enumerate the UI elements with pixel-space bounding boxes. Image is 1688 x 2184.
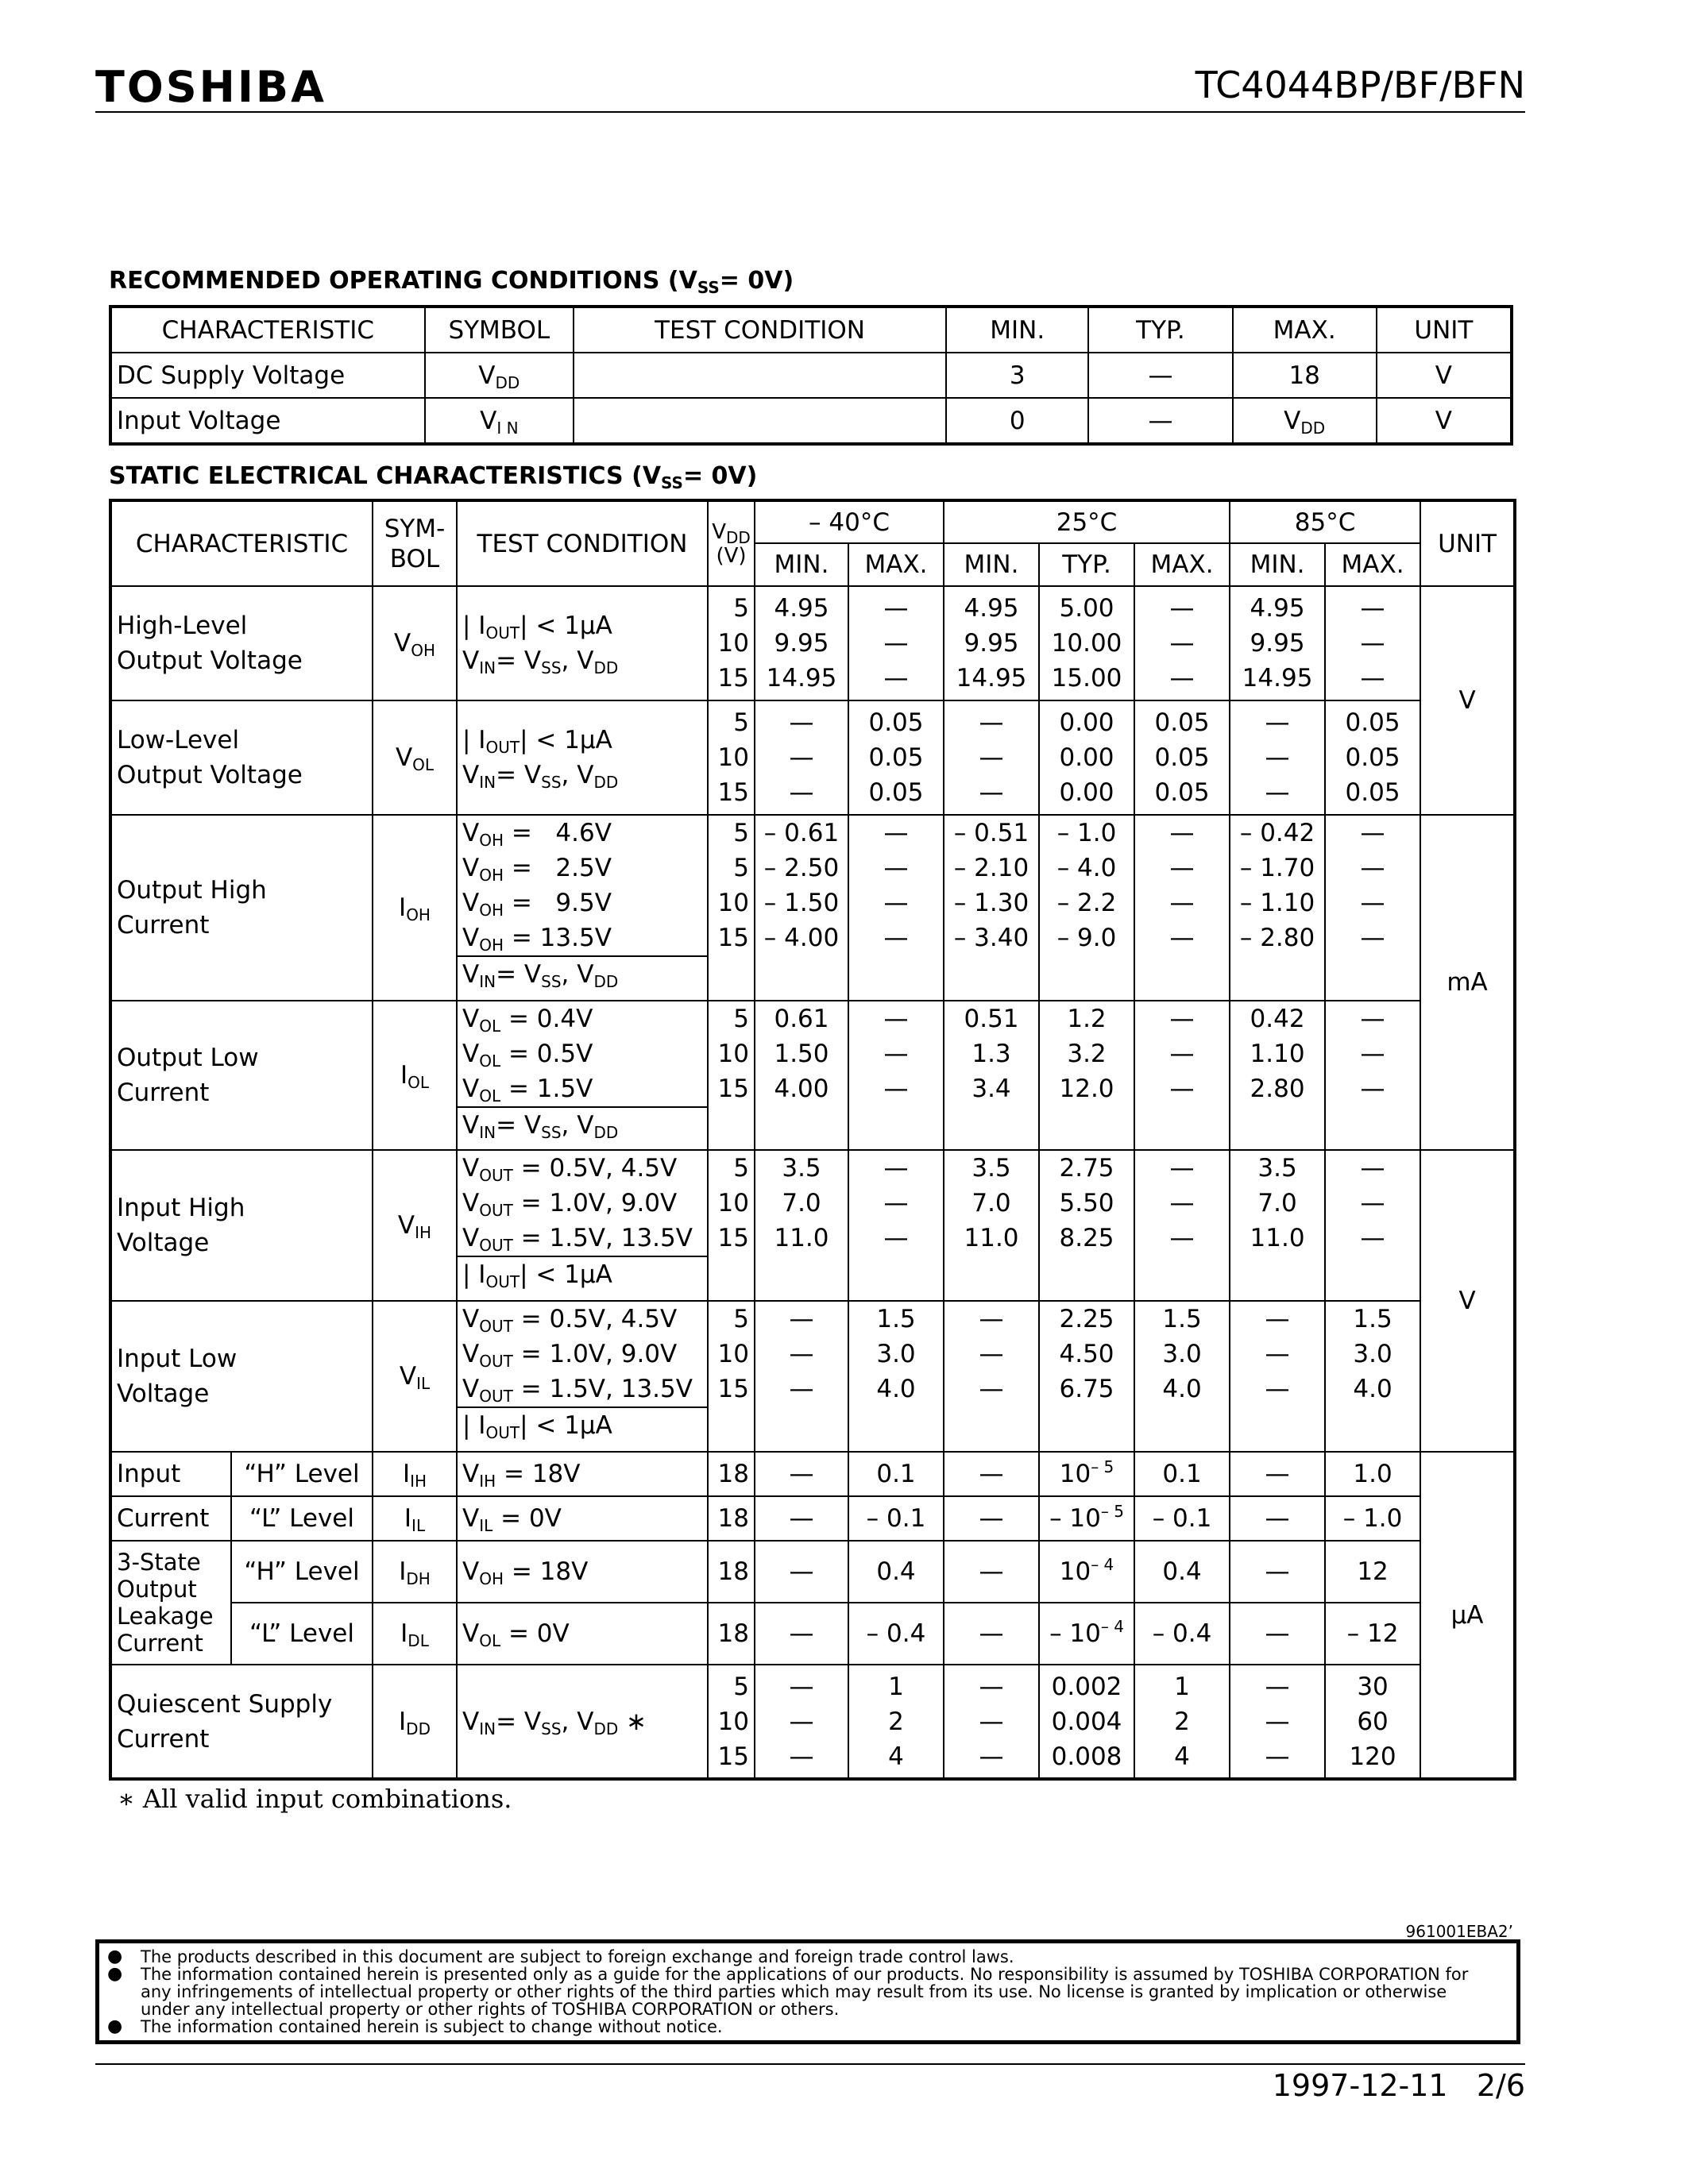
column-header: MIN. [755, 543, 848, 586]
value-cell: $10^{- 5}$ [1039, 1452, 1134, 1496]
typ-cell: — [1088, 353, 1232, 398]
value-cell: — [1230, 1603, 1325, 1665]
symbol-cell: $I_{IL}$ [373, 1496, 457, 1541]
symbol-cell: $I_{DL}$ [373, 1603, 457, 1665]
value-cell: — — — — [1325, 815, 1420, 1001]
value-cell: — — — [755, 700, 848, 815]
value-cell: — — — [1230, 1301, 1325, 1452]
level-cell: “L” Level [231, 1603, 373, 1665]
value-cell: – $10^{- 4}$ [1039, 1603, 1134, 1665]
column-header: SYMBOL [425, 307, 574, 353]
vdd-cell: 18 [708, 1452, 755, 1496]
document-id: 961001EBA2’ [1405, 1922, 1513, 1941]
vdd-cell: 5 10 15 [708, 1150, 755, 1301]
value-cell: – 1.0 [1325, 1496, 1420, 1541]
symbol-cell: $V_{IL}$ [373, 1301, 457, 1452]
bullet-icon: ● [107, 1947, 123, 1966]
value-cell: 0.05 0.05 0.05 [848, 700, 944, 815]
table-row [110, 700, 1515, 815]
test-condition-cell: $V_{IL} = 0V$ [457, 1496, 708, 1541]
value-cell: 12 [1325, 1541, 1420, 1603]
value-cell: — — — [944, 1301, 1039, 1452]
symbol-cell: $V_{OH}$ [373, 586, 457, 700]
value-cell: 0.05 0.05 0.05 [1325, 700, 1420, 815]
value-cell: — — — [848, 1150, 944, 1301]
characteristic-cell: Input Low Voltage [110, 1301, 373, 1452]
company-logo: TOSHIBA [95, 62, 326, 112]
column-header: MIN. [944, 543, 1039, 586]
value-cell: — [1230, 1496, 1325, 1541]
symbol-cell: $I_{DD}$ [373, 1665, 457, 1779]
value-cell: — — — — [1134, 815, 1230, 1001]
value-cell: — [755, 1496, 848, 1541]
value-cell: — [755, 1452, 848, 1496]
symbol-cell: $I_{IH}$ [373, 1452, 457, 1496]
value-cell: — — — [848, 1001, 944, 1150]
table-header-row [110, 500, 1515, 543]
recommended-operating-conditions-table [109, 305, 1513, 446]
value-cell: 1.2 3.2 12.0 [1039, 1001, 1134, 1150]
table-row [110, 1452, 1515, 1496]
value-cell: — [944, 1603, 1039, 1665]
vdd-cell: 18 [708, 1496, 755, 1541]
footnote: ∗ All valid input combinations. [118, 1784, 512, 1814]
unit-cell: V [1420, 586, 1515, 815]
column-header: TYP. [1088, 307, 1232, 353]
table-row [110, 815, 1515, 1001]
symbol-cell: $I_{OL}$ [373, 1001, 457, 1150]
value-cell: — — — [1134, 1150, 1230, 1301]
value-cell: — — — [1230, 1665, 1325, 1779]
table-row [110, 1665, 1515, 1779]
value-cell: — — — [1134, 1001, 1230, 1150]
value-cell: – 12 [1325, 1603, 1420, 1665]
value-cell: 4.95 9.95 14.95 [944, 586, 1039, 700]
vdd-cell: 18 [708, 1603, 755, 1665]
sec-title: STATIC ELECTRICAL CHARACTERISTICS $(V_{SS}= 0V)$ [109, 462, 758, 492]
value-cell: – 0.1 [1134, 1496, 1230, 1541]
value-cell: — — — [1325, 586, 1420, 700]
test-condition-cell: $V_{IN}= V_{SS}$, $V_{DD}$ ∗ [457, 1665, 708, 1779]
value-cell: 0.4 [1134, 1541, 1230, 1603]
table-row [110, 1150, 1515, 1301]
value-cell: — [1230, 1541, 1325, 1603]
value-cell: 5.00 10.00 15.00 [1039, 586, 1134, 700]
value-cell: — — — [755, 1665, 848, 1779]
table-row [110, 1603, 1515, 1665]
table-row [110, 1496, 1515, 1541]
column-header: UNIT [1420, 500, 1515, 586]
value-cell: — [944, 1496, 1039, 1541]
value-cell: 1.5 3.0 4.0 [848, 1301, 944, 1452]
test-condition-cell: $V_{IH} = 18V$ [457, 1452, 708, 1496]
characteristic-cell: 3-State Output Leakage Current [110, 1541, 231, 1665]
test-condition-cell: | $I_{OUT}| < 1\mu A$ $V_{IN}= V_{SS}$, $V_{DD}$ [457, 700, 708, 815]
test-condition-cell: | $I_{OUT}| < 1\mu A$ $V_{IN}= V_{SS}$, $V_{DD}$ [457, 586, 708, 700]
value-cell: 1.5 3.0 4.0 [1325, 1301, 1420, 1452]
static-electrical-characteristics-table [109, 499, 1516, 1781]
characteristic-cell: Current [110, 1496, 231, 1541]
column-header: $V_{DD}$ (V) [708, 500, 755, 586]
value-cell: – 0.4 [848, 1603, 944, 1665]
value-cell: — — — [848, 586, 944, 700]
characteristic-cell: High-Level Output Voltage [110, 586, 373, 700]
value-cell: 4.95 9.95 14.95 [755, 586, 848, 700]
vdd-cell: 5 10 15 [708, 1301, 755, 1452]
table-row [110, 398, 1512, 444]
value-cell: 1.0 [1325, 1452, 1420, 1496]
notice-item: ● The information contained herein is subject to change without notice. [107, 2016, 723, 2036]
value-cell: – 0.42 – 1.70 – 1.10 – 2.80 [1230, 815, 1325, 1001]
column-header: CHARACTERISTIC [110, 307, 425, 353]
value-cell: 0.51 1.3 3.4 [944, 1001, 1039, 1150]
value-cell: – 0.4 [1134, 1603, 1230, 1665]
unit-cell: V [1377, 398, 1512, 444]
value-cell: – 0.51 – 2.10 – 1.30 – 3.40 [944, 815, 1039, 1001]
value-cell: $10^{- 4}$ [1039, 1541, 1134, 1603]
legal-notice-box [95, 1939, 1520, 2044]
footer-rule [95, 2063, 1525, 2065]
column-header: SYM- BOL [373, 500, 457, 586]
symbol-cell: $V_{IH}$ [373, 1150, 457, 1301]
value-cell: — — — [1134, 586, 1230, 700]
test-condition-cell: $V_{OUT} = 0.5V$, 4.5V $V_{OUT} = 1.0V$, 9.0V $V_{OUT} = 1.5V$, 13.5V | $I_{OUT}| < 1\mu A$ [457, 1301, 708, 1452]
typ-cell: — [1088, 398, 1232, 444]
value-cell: – $10^{- 5}$ [1039, 1496, 1134, 1541]
test-condition-cell: $V_{OUT} = 0.5V$, 4.5V $V_{OUT} = 1.0V$, 9.0V $V_{OUT} = 1.5V$, 13.5V | $I_{OUT}| < 1\mu A$ [457, 1150, 708, 1301]
symbol-cell: $I_{DH}$ [373, 1541, 457, 1603]
characteristic-cell: Low-Level Output Voltage [110, 700, 373, 815]
symbol-cell: $V_{I N}$ [425, 398, 574, 444]
column-header: TEST CONDITION [457, 500, 708, 586]
column-header: MAX. [1325, 543, 1420, 586]
value-cell: — [755, 1603, 848, 1665]
symbol-cell: $I_{OH}$ [373, 815, 457, 1001]
value-cell: 2.75 5.50 8.25 [1039, 1150, 1134, 1301]
table-row [110, 586, 1515, 700]
value-cell: — — — [1230, 700, 1325, 815]
min-cell: 0 [946, 398, 1088, 444]
column-header: MIN. [1230, 543, 1325, 586]
test-condition-cell: $V_{OH} = 18V$ [457, 1541, 708, 1603]
value-cell: – 0.1 [848, 1496, 944, 1541]
value-cell: 0.05 0.05 0.05 [1134, 700, 1230, 815]
notice-item: ● The information contained herein is presented only as a guide for the applications of our products. No responsibility is assumed by TOSHIBA CORPORATION for any infringements of intellectual property or other rights of the third parties which may result from its use. No license is granted by implication or otherwise under any intellectual property or other rights of TOSHIBA CORPORATION or others. [107, 1964, 1469, 2019]
column-header: TEST CONDITION [574, 307, 946, 353]
table-row [110, 1001, 1515, 1150]
column-header: MIN. [946, 307, 1088, 353]
unit-cell: μA [1420, 1452, 1515, 1779]
characteristic-cell: Output Low Current [110, 1001, 373, 1150]
value-cell: 1.5 3.0 4.0 [1134, 1301, 1230, 1452]
value-cell: – 1.0 – 4.0 – 2.2 – 9.0 [1039, 815, 1134, 1001]
characteristic-cell: Input Voltage [110, 398, 425, 444]
value-cell: 3.5 7.0 11.0 [1230, 1150, 1325, 1301]
value-cell: 0.1 [1134, 1452, 1230, 1496]
column-header: MAX. [1233, 307, 1377, 353]
footer-date-page: 1997-12-11 2/6 [1272, 2068, 1525, 2103]
level-cell: “L” Level [231, 1496, 373, 1541]
value-cell: — — — [755, 1301, 848, 1452]
characteristic-cell: DC Supply Voltage [110, 353, 425, 398]
value-cell: 2.25 4.50 6.75 [1039, 1301, 1134, 1452]
max-cell: 18 [1233, 353, 1377, 398]
value-cell: 3.5 7.0 11.0 [755, 1150, 848, 1301]
value-cell: 1 2 4 [848, 1665, 944, 1779]
table-header-row [110, 307, 1512, 353]
vdd-cell: 18 [708, 1541, 755, 1603]
unit-cell: V [1420, 1150, 1515, 1452]
value-cell: 3.5 7.0 11.0 [944, 1150, 1039, 1301]
symbol-cell: $V_{OL}$ [373, 700, 457, 815]
column-header: 25°C [944, 500, 1230, 543]
vdd-cell: 5 10 15 [708, 700, 755, 815]
value-cell: 30 60 120 [1325, 1665, 1420, 1779]
test-condition-cell [574, 353, 946, 398]
column-header: UNIT [1377, 307, 1512, 353]
column-header: 85°C [1230, 500, 1420, 543]
value-cell: — — — — [848, 815, 944, 1001]
value-cell: — — — [1325, 1001, 1420, 1150]
column-header: TYP. [1039, 543, 1134, 586]
value-cell: — — — [1325, 1150, 1420, 1301]
test-condition-cell: $V_{OL} = 0.4V$ $V_{OL} = 0.5V$ $V_{OL} = 1.5V$ $V_{IN}= V_{SS}$, $V_{DD}$ [457, 1001, 708, 1150]
test-condition-cell: $V_{OH} = 4.6V$ $V_{OH} = 2.5V$ $V_{OH} = 9.5V$ $V_{OH} = 13.5V$ $V_{IN}= V_{SS}$, $V_{DD}$ [457, 815, 708, 1001]
page-header [95, 60, 1525, 113]
characteristic-cell: Input [110, 1452, 231, 1496]
characteristic-cell: Quiescent Supply Current [110, 1665, 373, 1779]
level-cell: “H” Level [231, 1452, 373, 1496]
roc-title: RECOMMENDED OPERATING CONDITIONS $(V_{SS}= 0V)$ [109, 267, 794, 297]
unit-cell: V [1377, 353, 1512, 398]
value-cell: — [944, 1541, 1039, 1603]
value-cell: 0.1 [848, 1452, 944, 1496]
value-cell: 0.61 1.50 4.00 [755, 1001, 848, 1150]
characteristic-cell: Input High Voltage [110, 1150, 373, 1301]
table-row [110, 1541, 1515, 1603]
value-cell: – 0.61 – 2.50 – 1.50 – 4.00 [755, 815, 848, 1001]
vdd-cell: 5 10 15 [708, 1001, 755, 1150]
bullet-icon: ● [107, 1964, 123, 1984]
bullet-icon: ● [107, 2016, 123, 2036]
value-cell: — [1230, 1452, 1325, 1496]
part-number: TC4044BP/BF/BFN [1195, 64, 1525, 106]
value-cell: — — — [944, 1665, 1039, 1779]
value-cell: — — — [944, 700, 1039, 815]
unit-cell: mA [1420, 815, 1515, 1150]
level-cell: “H” Level [231, 1541, 373, 1603]
table-row [110, 1301, 1515, 1452]
vdd-cell: 5 5 10 15 [708, 815, 755, 1001]
value-cell: 0.42 1.10 2.80 [1230, 1001, 1325, 1150]
column-header: MAX. [848, 543, 944, 586]
column-header: CHARACTERISTIC [110, 500, 373, 586]
test-condition-cell [574, 398, 946, 444]
value-cell: 0.002 0.004 0.008 [1039, 1665, 1134, 1779]
value-cell: 4.95 9.95 14.95 [1230, 586, 1325, 700]
vdd-cell: 5 10 15 [708, 586, 755, 700]
test-condition-cell: $V_{OL} = 0V$ [457, 1603, 708, 1665]
value-cell: — [944, 1452, 1039, 1496]
value-cell: 1 2 4 [1134, 1665, 1230, 1779]
notice-item: ● The products described in this document are subject to foreign exchange and foreign trade control laws. [107, 1947, 1014, 1966]
value-cell: 0.00 0.00 0.00 [1039, 700, 1134, 815]
min-cell: 3 [946, 353, 1088, 398]
column-header: – 40°C [755, 500, 944, 543]
vdd-cell: 5 10 15 [708, 1665, 755, 1779]
symbol-cell: $V_{DD}$ [425, 353, 574, 398]
value-cell: 0.4 [848, 1541, 944, 1603]
column-header: MAX. [1134, 543, 1230, 586]
table-row [110, 353, 1512, 398]
max-cell: $V_{DD}$ [1233, 398, 1377, 444]
value-cell: — [755, 1541, 848, 1603]
characteristic-cell: Output High Current [110, 815, 373, 1001]
